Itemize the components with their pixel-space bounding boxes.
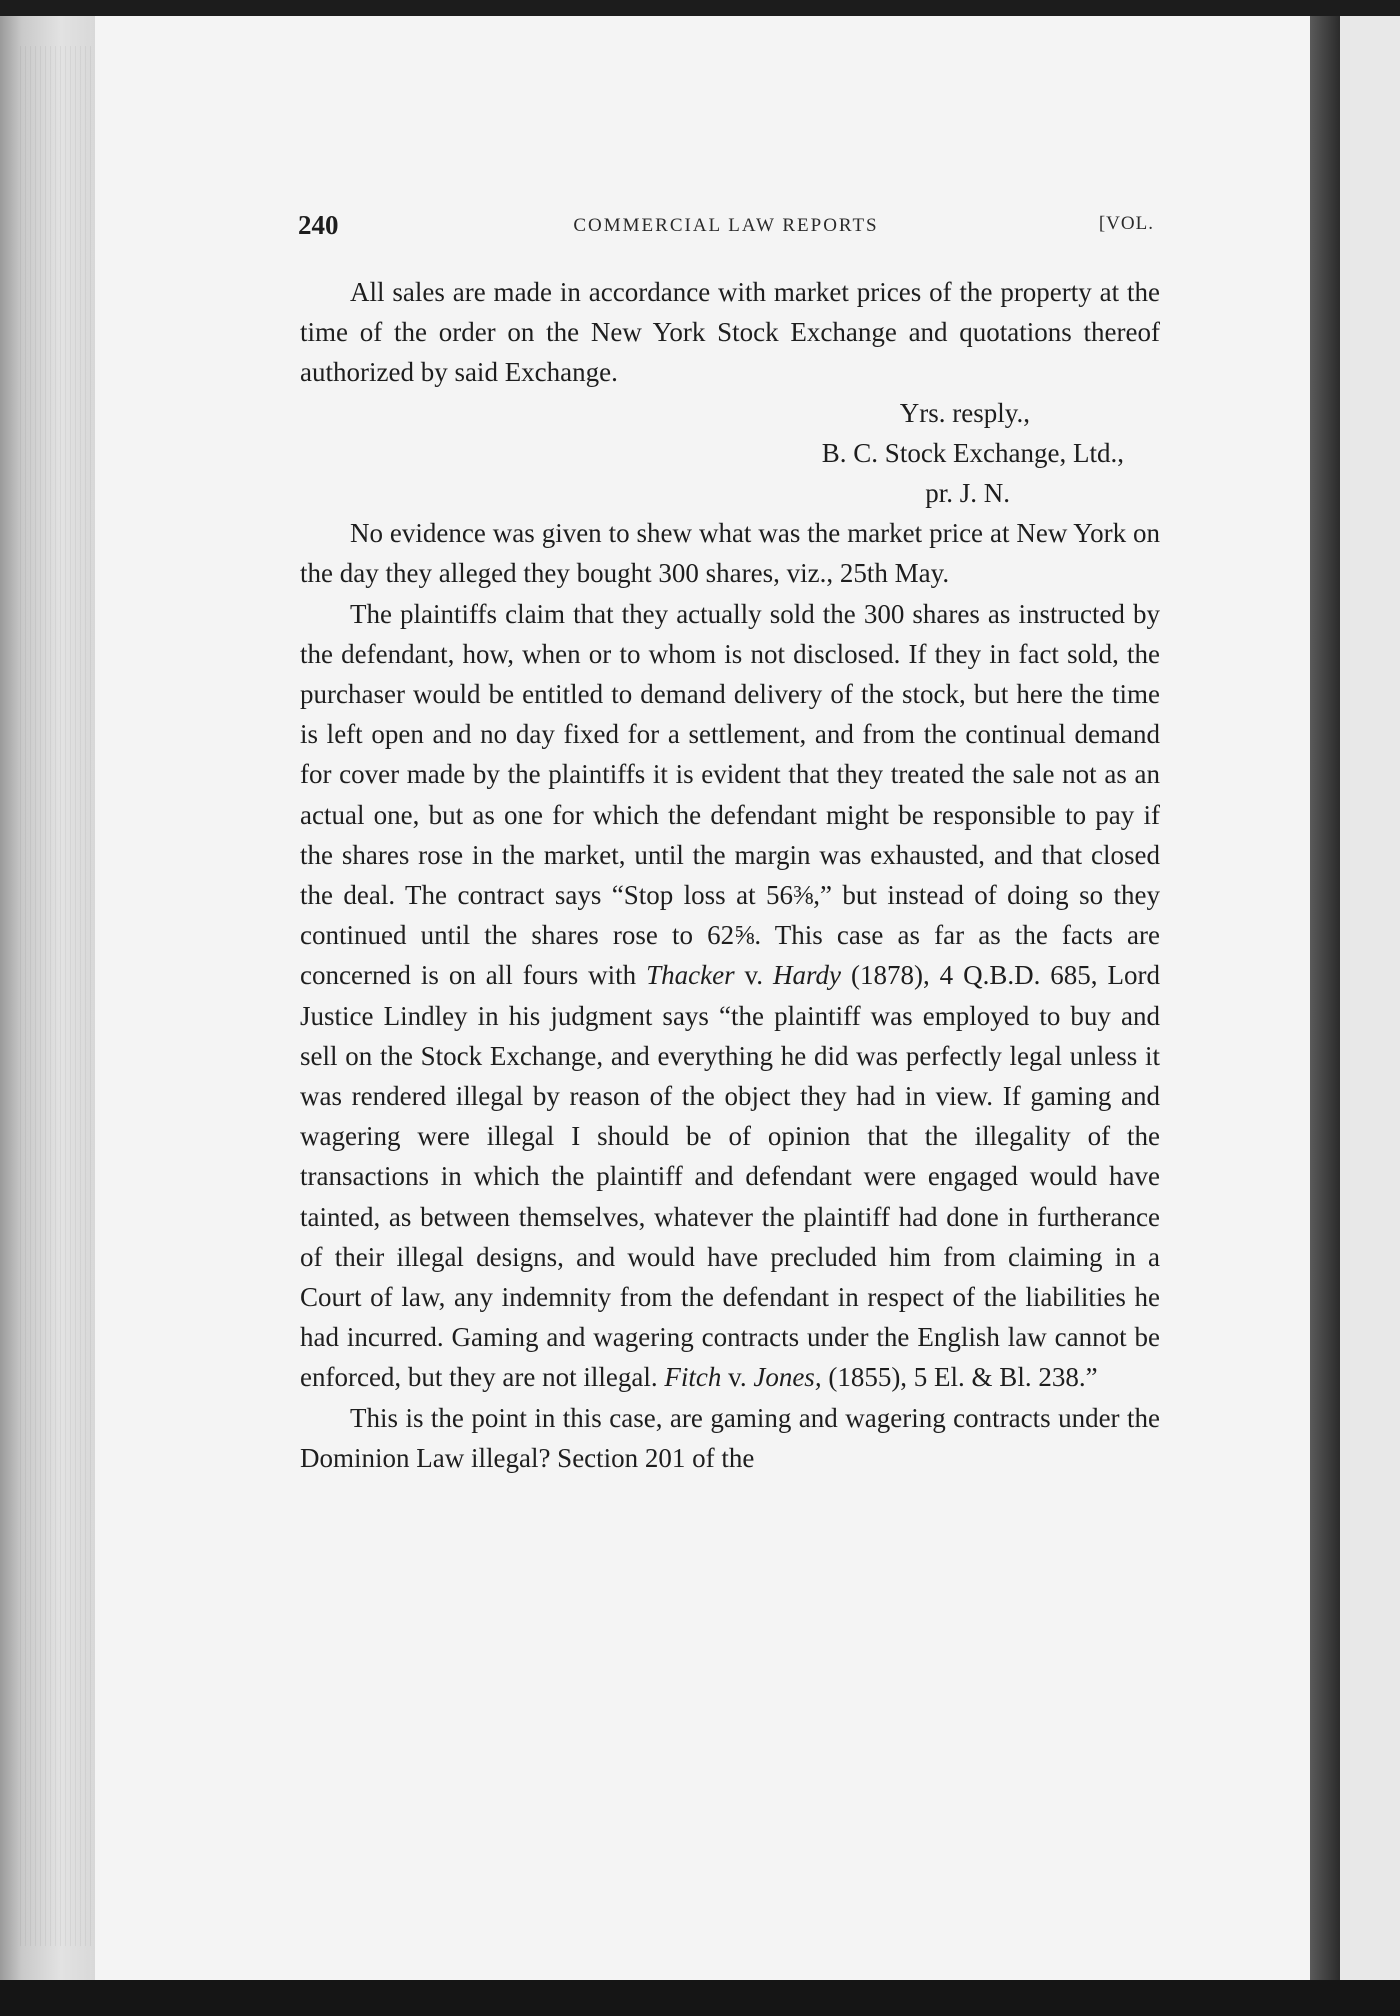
paragraph-evidence: No evidence was given to shew what was the market price at New York on the day they alleged they bought 300 shares, viz., 25th May.	[300, 518, 1160, 589]
running-title: COMMERCIAL LAW REPORTS	[573, 215, 879, 236]
case-name-jones: Jones,	[753, 1362, 822, 1393]
book-page-edges	[0, 16, 110, 1980]
scan-bottom-border	[0, 1980, 1400, 2016]
case-name-fitch: Fitch	[664, 1362, 722, 1393]
case-versus: v.	[734, 960, 774, 991]
page-number: 240	[298, 210, 339, 240]
volume-label: [VOL.	[1098, 213, 1154, 234]
signature-line-initials: pr. J. N.	[925, 478, 1010, 509]
signature-line-salutation: Yrs. resply.,	[899, 397, 1030, 428]
binding-gutter	[1310, 16, 1340, 1980]
paragraph-text-b: (1878), 4 Q.B.D. 685, Lord Justice Lindley in his judgment says “the plaintiff was employed to buy and sell on the Stock Exchange, and everything he did was perfectly legal unless it was rendered illegal by reason of the object they had in view. If gaming and wagering were illegal I should be of opinion that the illegality of the transactions in which the plaintiff and defendant were engaged would have tainted, as between themselves, whatever the plaintiff had done in furtherance of their illegal designs, and would have precluded him from claiming in a Court of law, any indemnity from the defendant in respect of the liabilities he had incurred. Gaming and wagering contracts under the English law cannot be enforced, but they are not illegal.	[300, 960, 1160, 1393]
case-name-hardy: Hardy	[773, 960, 842, 991]
running-head	[298, 210, 1154, 250]
page-text	[300, 272, 1160, 1478]
facing-page-edge	[1340, 16, 1400, 1980]
paragraph-text-c: (1855), 5 El. & Bl. 238.”	[821, 1362, 1098, 1393]
case-versus-2: v.	[721, 1362, 754, 1393]
case-name-thacker: Thacker	[646, 960, 735, 991]
page-edge-lines	[20, 46, 100, 1946]
paragraph-point-of-case: This is the point in this case, are gaming and wagering contracts under the Dominion Law illegal? Section 201 of the	[300, 1402, 1160, 1473]
paragraph-plaintiffs-claim	[300, 594, 1160, 1398]
signature-line-company: B. C. Stock Exchange, Ltd.,	[821, 437, 1124, 468]
paragraph-letter-closing: All sales are made in accordance with market prices of the property at the time of the order on the New York Stock Exchange and quotations thereof authorized by said Exchange.	[300, 277, 1160, 388]
paragraph-text-a: The plaintiffs claim that they actually sold the 300 shares as instructed by the defendant, how, when or to whom is not disclosed. If they in fact sold, the purchaser would be entitled to demand delivery of the stock, but here the time is left open and no day fixed for a settlement, and from the continual demand for cover made by the plaintiffs it is evident that they treated the sale not as an actual one, but as one for which the defendant might be responsible to pay if the shares rose in the market, until the margin was exhausted, and that closed the deal. The contract says “Stop loss at 56⅜,” but instead of doing so they continued until the shares rose to 62⅝. This case as far as the facts are concerned is on all fours with	[300, 598, 1160, 991]
scan-top-border	[0, 0, 1400, 16]
